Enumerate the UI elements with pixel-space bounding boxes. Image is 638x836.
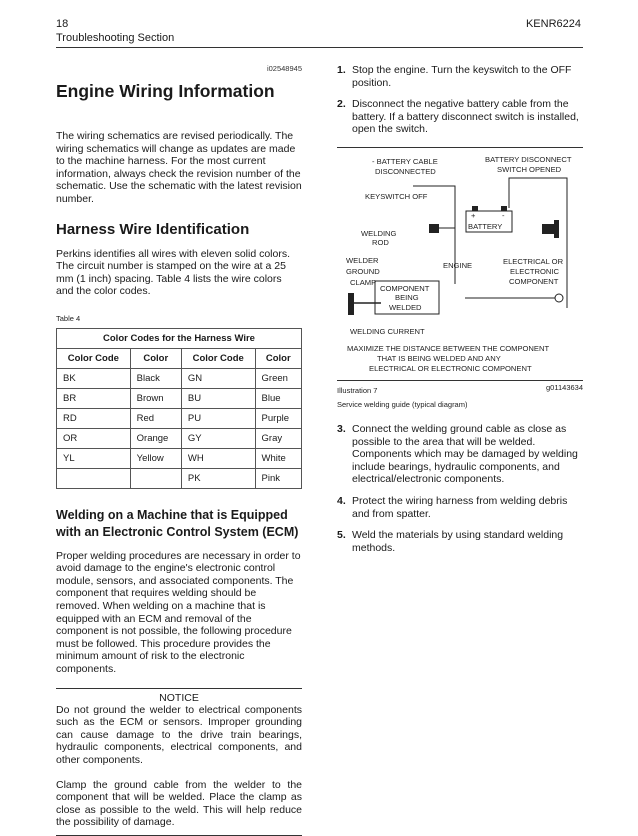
notice-box [56,688,302,836]
battery-plus-label: + [471,210,476,220]
table-cell: GY [181,428,255,448]
diagram-label: ENGINE [443,260,473,270]
list-item [337,495,583,520]
keyswitch-icon [429,224,439,233]
table-cell: Pink [255,468,301,488]
steps-list [337,64,583,136]
diagram-label: KEYSWITCH OFF [365,191,428,201]
diagram-label: - BATTERY CABLE [372,156,438,166]
document-code: KENR6224 [525,18,581,30]
left-column [56,64,302,836]
list-item [337,529,583,554]
notice-title: NOTICE [159,691,199,704]
diagram-label: CLAMP [350,277,377,287]
diagram-label: WELDING CURRENT [350,326,425,336]
table-cell: Brown [130,388,181,408]
table-cell [57,468,131,488]
figure-bottom-rule [337,380,583,381]
table-header-cell: Color Code [181,348,255,368]
diagram-label: WELDED [389,302,422,312]
table-cell: Yellow [130,448,181,468]
step-text: Protect the wiring harness from welding debris and from spatter. [352,494,568,520]
color-code-table [56,328,302,489]
table-cell: Orange [130,428,181,448]
table-cell: WH [181,448,255,468]
table-row [57,408,302,428]
step-text: Connect the welding ground cable as close as possible to the area that will be welded. Components which may be damaged by welding include bearings, hydraulic components, and electrical/electronic components. [352,422,578,486]
table-cell: YL [57,448,131,468]
page-title: Engine Wiring Information [56,81,275,101]
diagram-label: ELECTRICAL OR [503,256,564,266]
illustration-caption-row [337,383,583,397]
illustration-caption: Service welding guide (typical diagram) [337,399,468,409]
table-cell: BR [57,388,131,408]
table-cell: Gray [255,428,301,448]
step-text: Stop the engine. Turn the keyswitch to the OFF position. [352,64,572,89]
diagram-label: THAT IS BEING WELDED AND ANY [377,353,501,363]
table-cell: White [255,448,301,468]
table-caption: Color Codes for the Harness Wire [57,328,302,348]
list-item [337,64,583,89]
diagram-label: GROUND [346,266,380,276]
diagram-label: BATTERY DISCONNECT [485,154,572,164]
table-row [57,388,302,408]
table-header-cell: Color Code [57,348,131,368]
table-cell: BK [57,368,131,388]
section-title: Troubleshooting Section [56,32,175,44]
table-row [57,468,302,488]
step-number: 4. [337,494,346,507]
diagram-label: ELECTRONIC [510,266,559,276]
table-header-cell: Color [130,348,181,368]
table-cell: Blue [255,388,301,408]
step-number: 2. [337,98,346,111]
table-cell: RD [57,408,131,428]
welding-heading: Welding on a Machine that is Equipped with an Electronic Control System (ECM) [56,507,299,539]
illustration-label: Illustration 7 [337,385,378,395]
diagram-label: WELDING [361,228,397,238]
diagram-label: WELDER [346,255,379,265]
ground-clamp-icon [348,293,354,315]
table-label: Table 4 [56,313,81,323]
steps-list [337,423,583,554]
reference-id: i02548945 [266,64,302,73]
table-cell: Green [255,368,301,388]
notice-paragraph: Clamp the ground cable from the welder to the component that will be welded. Place the clamp as close as possible to the weld. This will help reduce the possibility of damage. [56,778,302,829]
battery-minus-label: - [502,210,505,220]
diagram-label: COMPONENT [380,283,430,293]
welding-paragraph: Proper welding procedures are necessary in order to avoid damage to the engine's electronic control module, sensors, and associated components. The component that requires welding should be removed. When welding on a machine that is equipped with an ECM and removal of the component is not possible, the following procedure must be followed. This procedure provides the minimum amount of risk to the electronic components. [56,549,301,676]
table-cell: PU [181,408,255,428]
step-text: Weld the materials by using standard welding methods. [352,529,564,554]
page-number: 18 [56,18,69,30]
table-cell: Purple [255,408,301,428]
table-header-row [57,348,302,368]
step-number: 5. [337,529,346,542]
table-cell: BU [181,388,255,408]
header-rule [56,47,583,48]
step-text: Disconnect the negative battery cable from the battery. If a battery disconnect switch is installed, open the switch. [352,98,579,136]
diagram-label: MAXIMIZE THE DISTANCE BETWEEN THE COMPONENT [347,343,550,353]
diagram-label: DISCONNECTED [375,166,436,176]
disconnect-switch-icon [542,224,554,234]
list-item [337,423,583,486]
right-column [337,64,583,554]
intro-paragraph: The wiring schematics are revised periodically. The wiring schematics will change as updates are made to the machine harness. For the most current information, always check the revision number of the schematic. Use the schematic with the latest revision number. [56,130,302,205]
table-cell: OR [57,428,131,448]
diagram-label: SWITCH OPENED [497,164,562,174]
list-item [337,98,583,136]
table-row [57,368,302,388]
table-cell [130,468,181,488]
illustration-id: g01143634 [546,382,583,392]
table-cell: GN [181,368,255,388]
battery-label: BATTERY [468,221,503,231]
harness-paragraph: Perkins identifies all wires with eleven solid colors. The circuit number is stamped on the wire at a 25 mm (1 inch) spacing. Table 4 lists the wire colors and the color codes. [56,247,291,298]
harness-heading: Harness Wire Identification [56,220,250,238]
disconnect-switch-wire [509,178,567,308]
diagram-label: ROD [372,237,389,247]
table-cell: Black [130,368,181,388]
table-caption-row [57,328,302,348]
table-cell: PK [181,468,255,488]
table-row [57,428,302,448]
diagram-label: ELECTRICAL OR ELECTRONIC COMPONENT [369,363,532,373]
step-number: 1. [337,64,346,76]
diagram-label: BEING [395,292,419,302]
notice-paragraph: Do not ground the welder to electrical components such as the ECM or sensors. Improper grounding can cause damage to the drive train bearings, hydraulic components, electrical components, and other components. [56,703,302,766]
step-number: 3. [337,422,346,435]
electronic-component-icon [555,294,563,302]
table-cell: Red [130,408,181,428]
notice-top-rule [56,688,302,689]
welding-guide-diagram [337,148,583,380]
switch-handle-icon [554,220,559,238]
table-header-cell: Color [255,348,301,368]
diagram-label: COMPONENT [509,276,559,286]
table-row [57,448,302,468]
